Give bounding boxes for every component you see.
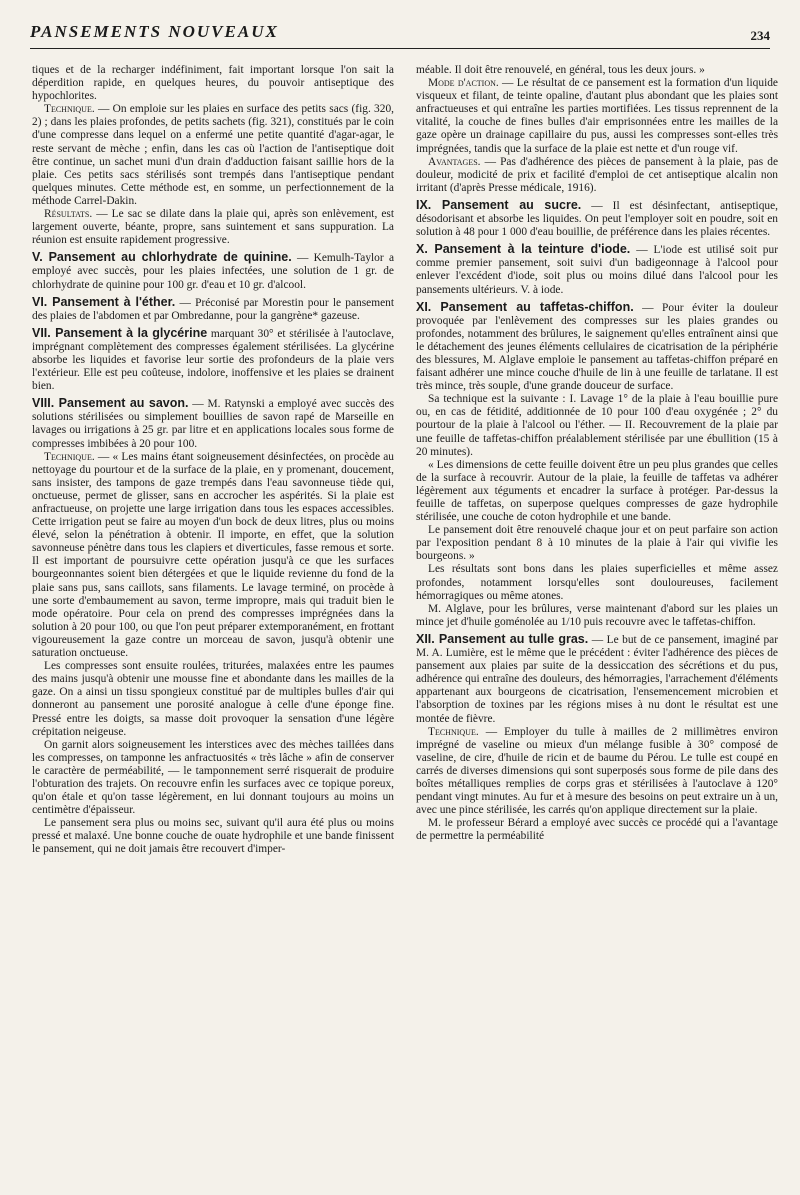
section-text: — Préconisé par Morestin pour le pansement des plaies de l'abdomen et par Ombredanne, pour la gangrène* gazeuse. xyxy=(32,296,394,322)
right-column xyxy=(416,64,778,1184)
paragraph: M. le professeur Bérard a employé avec succès ce procédé qui a l'avantage de permettre la perméabilité xyxy=(416,817,778,843)
paragraph xyxy=(416,726,778,818)
paragraph: Les résultats sont bons dans les plaies superficielles et même assez profondes, notamment lorsqu'elles sont douloureuses, facilement hémorragiques ou même atones. xyxy=(416,563,778,602)
section-title: IX. Pansement au sucre. xyxy=(416,197,582,212)
section-title: VI. Pansement à l'éther. xyxy=(32,294,176,309)
section-xi xyxy=(416,301,778,394)
section-text: marquant 30° et stérilisée à l'autoclave, imprégnant complètement des compresses également stérilisées. La glycérine absorbe les liquides et favorise leur sortie des profondeurs de la plaie vers l'extérieur. Elle est peu coûteuse, indolore, inoffensive et les plaies se drainent bien. xyxy=(32,327,394,393)
paragraph xyxy=(32,103,394,208)
paragraph-text: — Le résultat de ce pansement est la formation d'un liquide visqueux et filant, de teinte opaline, d'autant plus abondant que les plaies sont anfractueuses et qui entraîne les parties mortifiées. Les tissus reprennent de la vitalité, la couche de fines bulles d'air emprisonnées entre les mailles de la gaze opère un drainage capillaire du pus, aussi les compresses sont-elles très imprégnées, tandis que la surface de la plaie est nette et d'un rouge vif. xyxy=(416,77,778,155)
paragraph: M. Alglave, pour les brûlures, verse maintenant d'abord sur les plaies un mince jet d'huile goménolée au 1/10 puis recouvre avec le taffetas-chiffon. xyxy=(416,602,778,628)
section-xii xyxy=(416,633,778,726)
run-in-heading: Technique. xyxy=(44,450,95,463)
section-title: VIII. Pansement au savon. xyxy=(32,396,189,411)
paragraph-text: — Pas d'adhérence des pièces de pansement à la plaie, pas de douleur, modicité de prix et facilité d'emploi de cet antiseptique alcalin non irritant (d'après Presse médicale, 1916). xyxy=(416,155,778,194)
paragraph: Sa technique est la suivante : I. Lavage 1° de la plaie à l'eau bouillie pure ou, en cas de fétidité, additionnée de 10 pour 100 d'eau oxygénée ; 2° du pourtour de la plaie à l'alcool ou l'éther. — II. Recouvrement de la plaie par une feuille de taffetas-chiffon préalablement stérilisée par une ébullition (15 à 20 minutes). xyxy=(416,393,778,458)
running-header xyxy=(30,22,770,49)
section-text: — Il est désinfectant, antiseptique, désodorisant et absorbe les liquides. On peut l'employer soit en poudre, soit en solution à 48 pour 1 000 d'eau bouillie, de préférence dans les plaies récentes. xyxy=(416,199,778,239)
paragraph-text: — « Les mains étant soigneusement désinfectées, on procède au nettoyage du pourtour et de la surface de la plaie, en y promenant, doucement, sans insister, des tampons de gaze trempés dans l'eau savonneuse tiède qui, onctueuse, permet de glisser, sans en accrocher les aspérités. Si la plaie est anfractueuse, on projette une large irrigation dans tous les espaces accessibles. Cette irrigation peut se faire au moyen d'un bock de deux litres, plus ou moins élevé, selon la pénétration à obtenir. Il importe, en effet, que la solution savonneuse pénètre dans tous les clapiers et diverticules, fasse remous et sorte. Il est important de poursuivre cette opération jusqu'à ce que les surfaces bourgeonnantes soient bien détergées et que le liquide revienne du fond de la plaie sans pus, sans caillots, sans filaments. Le lavage terminé, on procède à une sorte d'embaumement au savon, terme impropre, mais qui traduit bien le mode opératoire. Pour cela on prend des compresses imprégnées dans la solution à 20 pour 100, ou que l'on peut préparer extemporanément, en frottant vigoureusement la gaze contre un morceau de savon, jusqu'à obtenir une saturation onctueuse. xyxy=(32,450,394,660)
paragraph: « Les dimensions de cette feuille doivent être un peu plus grandes que celles de la surface à recouvrir. Autour de la plaie, la feuille de taffetas va adhérer légèrement aux téguments et encadrer la surface à protéger. Par-dessus la feuille de taffetas, on superpose quelques compresses de gaze hydrophile stérilisée, une couche de coton hydrophile et une bande. xyxy=(416,458,778,524)
section-title: XI. Pansement au taffetas-chiffon. xyxy=(416,299,634,314)
section-text: — Le but de ce pansement, imaginé par M. A. Lumière, est le même que le précédent : éviter l'adhérence des pièces de pansement aux plaies par suite de la dessiccation des sécrétions et du pus, adhérence qui entraîne des douleurs, des hémorragies, l'arrachement d'éléments appartenant aux bourgeons de cicatrisation, l'ensemencement microbien et l'absorption de toxines par les régions mises à nu dont le résultat est une montée de fièvre. xyxy=(416,633,778,725)
paragraph xyxy=(32,208,394,247)
section-title: XII. Pansement au tulle gras. xyxy=(416,631,589,646)
paragraph: tiques et de la recharger indéfiniment, fait important lorsque l'on sait la déperdition rapide, en quelques heures, du pouvoir antiseptique des hypochlorites. xyxy=(32,64,394,103)
page-number: 234 xyxy=(750,28,770,43)
section-vii xyxy=(32,327,394,393)
paragraph: On garnit alors soigneusement les interstices avec des mèches taillées dans les compresses, on tamponne les anfractuosités « très lâche » afin de conserver le caractère de perméabilité, — le tamponnement serré risquerait de produire l'obturation des trajets. On recouvre enfin les surfaces avec ce topique poreux, qu'on étale et qu'on tasse légèrement, en lui donnant toujours au moins un centimètre d'épaisseur. xyxy=(32,738,394,817)
section-title: VII. Pansement à la glycérine xyxy=(32,325,208,340)
running-title: PANSEMENTS NOUVEAUX xyxy=(30,22,279,41)
paragraph-text: — Le sac se dilate dans la plaie qui, après son enlèvement, est largement ouverte, béante, propre, sans suintement et sans suppuration. La réunion est ensuite rapidement progressive. xyxy=(32,208,394,247)
paragraph: Le pansement sera plus ou moins sec, suivant qu'il aura été plus ou moins pressé et malaxé. Une bonne couche de ouate hydrophile et une bande finissent le pansement, qui ne doit jamais être recouvert d'imper- xyxy=(32,817,394,856)
paragraph: Le pansement doit être renouvelé chaque jour et on peut parfaire son action par l'exposition pendant 8 à 10 minutes de la plaie à l'air qui vivifie les bourgeons. » xyxy=(416,524,778,563)
section-text: — L'iode est utilisé soit pur comme premier pansement, soit suivi d'un badigeonnage à l'alcool pour enlever l'excédent d'iode, soit plus ou moins dilué dans l'alcool pour les pansements ultérieurs. V. à iode. xyxy=(416,244,778,296)
section-ix xyxy=(416,199,778,239)
paragraph: méable. Il doit être renouvelé, en général, tous les deux jours. » xyxy=(416,64,705,76)
paragraph-text: — Employer du tulle à mailles de 2 millimètres environ imprégné de vaseline ou mieux d'un mélange fusible à 30° composé de vaseline, de cire, d'huile de ricin et de baume du Pérou. Le tulle est coupé en carrés de diverses dimensions qui sont superposés sous forme de pile dans des boîtes métalliques remplies de corps gras et stérilisées à l'autoclave à 120° pendant vingt minutes. Au fur et à mesure des besoins on peut extraire un à un, avec une pince stérilisée, les carrés qu'on applique directement sur la plaie. xyxy=(416,725,778,817)
run-in-heading: Résultats. xyxy=(44,208,93,221)
paragraph xyxy=(416,156,778,195)
run-in-heading: Technique. xyxy=(428,725,479,738)
section-title: V. Pansement au chlorhydrate de quinine. xyxy=(32,250,292,265)
run-in-heading: Mode d'action. xyxy=(428,77,499,90)
paragraph-text: — On emploie sur les plaies en surface des petits sacs (fig. 320, 2) ; dans les plaies profondes, de petits sachets (fig. 321), constitués par le coin d'une compresse dans lequel on a enfermé une petite quantité d'agar-agar, le reste servant de mèche ; enfin, dans les cas où l'action de l'antiseptique doit être continue, un sachet muni d'un drain d'adduction faisant saillie hors de la plaie. Ces petits sacs stérilisés sont trempés dans l'antiseptique pendant quelques minutes. Cette méthode est, en somme, un perfectionnement de la méthode Carrel-Dakin. xyxy=(32,103,394,207)
section-viii xyxy=(32,397,394,450)
section-title: X. Pansement à la teinture d'iode. xyxy=(416,242,631,257)
section-text: — Pour éviter la douleur provoquée par l'enlèvement des compresses sur les plaies grandes ou profondes, notamment des brûlures, le saignement qu'elles entraînent ainsi que le détachement des jeunes éléments cellulaires de cicatrisation de la périphérie des blessures, M. Alglave emploie le pansement au taffetas-chiffon préparé en faisant adhérer une mince couche d'huile de lin à une feuille de tarlatane. Il est très mince, très souple, d'une grande douceur de surface. xyxy=(416,301,778,393)
section-vi xyxy=(32,296,394,323)
section-x xyxy=(416,243,778,296)
run-in-heading: Technique. xyxy=(44,103,95,116)
section-text: — M. Ratynski a employé avec succès des solutions stérilisées ou simplement bouillies de savon rapé de Marseille en lavages ou irrigations à 25 gr. par litre et en applications locales sous forme de compresses imbibées à 20 pour 100. xyxy=(32,398,394,450)
paragraph xyxy=(32,451,394,661)
paragraph: Les compresses sont ensuite roulées, triturées, malaxées entre les paumes des mains jusqu'à obtenir une mousse fine et abondante dans les mailles de la gaze. On a ainsi un tissu spongieux constitué par de multiples bulles d'air qui donneront au pansement une porosité analogue à celle d'une éponge fine. Pressé entre les doigts, sa masse doit provoquer la sensation d'une légère crépitation neigeuse. xyxy=(32,660,394,738)
paragraph xyxy=(416,77,778,156)
run-in-heading: Avantages. xyxy=(428,155,481,168)
left-column xyxy=(32,64,394,1184)
section-v xyxy=(32,251,394,291)
section-text: — Kemulh-Taylor a employé avec succès, pour les plaies infectées, une solution de 1 gr. de chlorhydrate de quinine pour 100 gr. d'eau et 10 gr. d'alcool. xyxy=(32,252,394,291)
